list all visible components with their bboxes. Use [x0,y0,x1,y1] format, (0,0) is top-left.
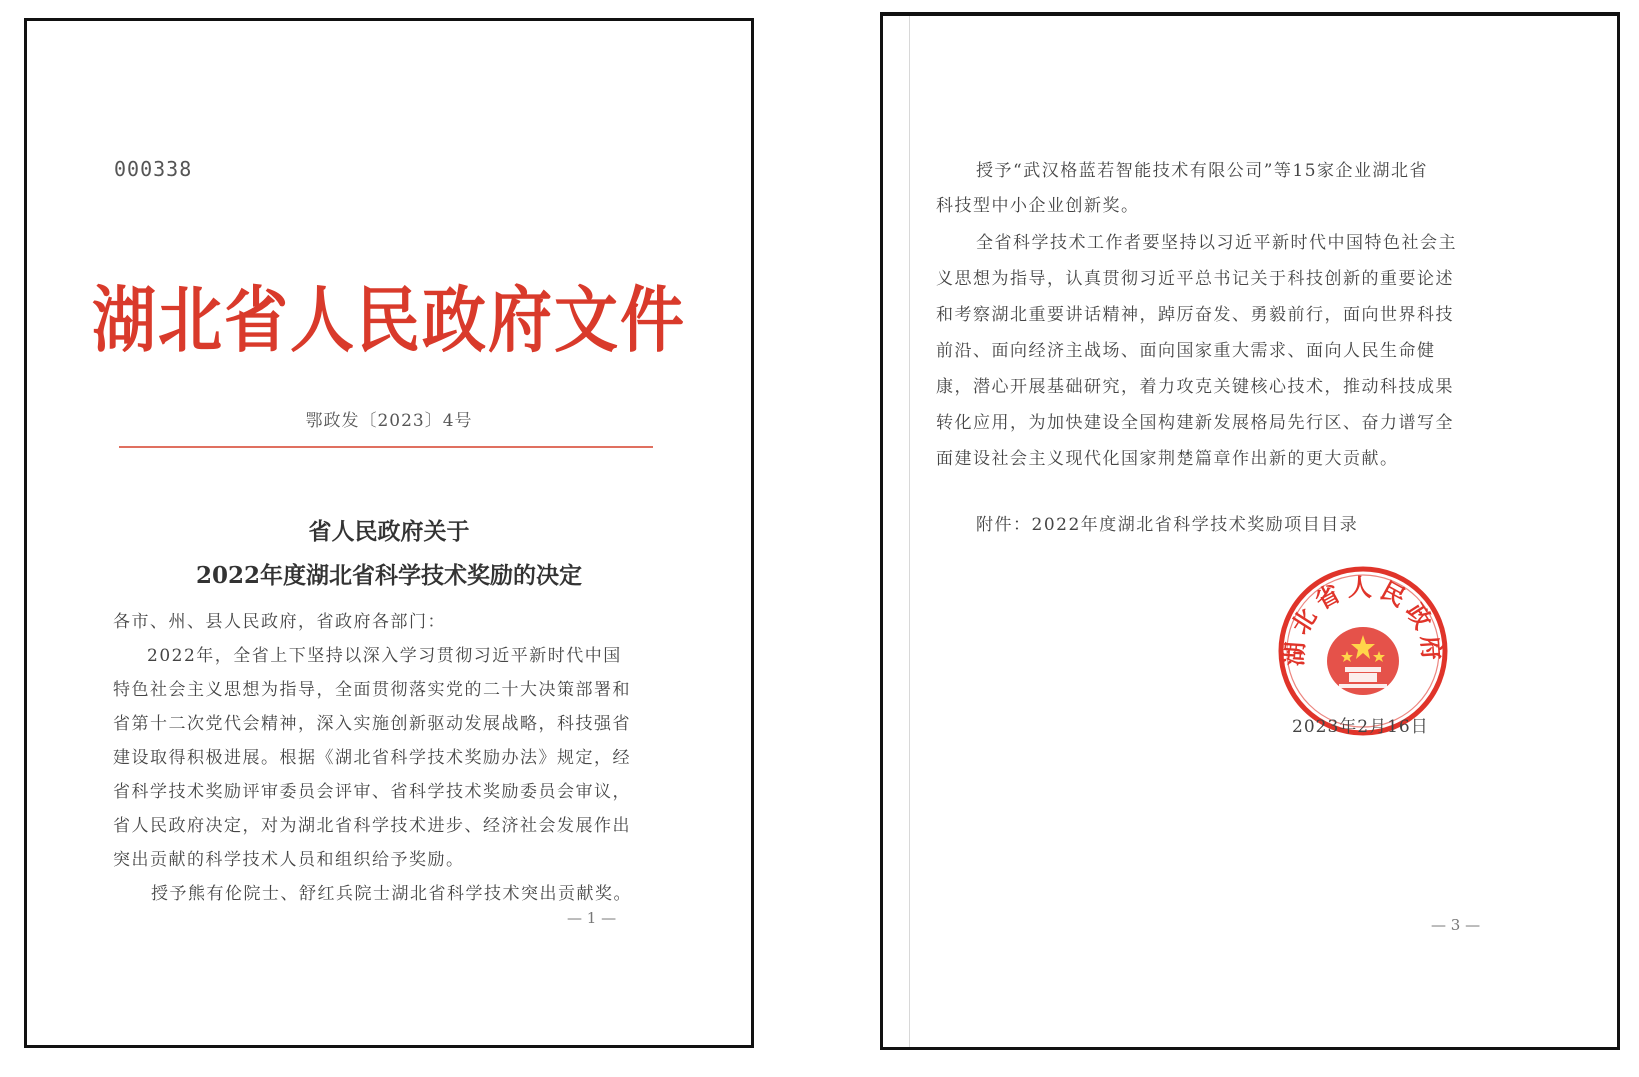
body-line: 科技型中小企业创新奖。 [936,196,1140,216]
body-line: 义思想为指导，认真贯彻习近平总书记关于科技创新的重要论述 [936,269,1454,289]
body-line: 特色社会主义思想为指导，全面贯彻落实党的二十大决策部署和 [113,680,631,700]
document-masthead: 湖北省人民政府文件 [92,279,686,364]
body-line: 康，潜心开展基础研究，着力攻克关键核心技术，推动科技成果 [936,377,1454,397]
body-line: 省科学技术奖励评审委员会评审、省科学技术奖励委员会审议， [113,782,631,802]
page-number: — 3 — [1431,916,1481,934]
document-title-line-1: 省人民政府关于 [308,518,470,545]
body-line: 和考察湖北重要讲话精神，踔厉奋发、勇毅前行，面向世界科技 [936,305,1454,325]
body-line: 转化应用，为加快建设全国构建新发展格局先行区、奋力谱写全 [936,413,1454,433]
body-line: 授予“武汉格蓝若智能技术有限公司”等15家企业湖北省 [976,161,1429,181]
body-line: 授予熊有伦院士、舒红兵院士湖北省科学技术突出贡献奖。 [151,884,632,904]
document-title-line-2: 2022年度湖北省科学技术奖励的决定 [195,562,582,589]
attachment-line: 附件：2022年度湖北省科学技术奖励项目目录 [976,515,1359,535]
body-line: 全省科学技术工作者要坚持以习近平新时代中国特色社会主 [976,233,1457,253]
body-line: 突出贡献的科学技术人员和组织给予奖励。 [113,850,465,870]
body-line: 2022年，全省上下坚持以深入学习贯彻习近平新时代中国 [147,646,622,666]
document-number: 鄂政发〔2023〕4号 [305,411,473,431]
body-line: 面建设社会主义现代化国家荆楚篇章作出新的更大贡献。 [936,449,1399,469]
seal-text: 湖北省人民政府 [1279,572,1447,667]
document-serial-number: 000338 [114,157,193,181]
scan-edge-line [909,16,910,1047]
body-line: 省第十二次党代会精神，深入实施创新驱动发展战略，科技强省 [113,714,631,734]
body-line: 建设取得积极进展。根据《湖北省科学技术奖励办法》规定，经 [113,748,631,768]
page-number: — 1 — [567,909,617,927]
body-line: 省人民政府决定，对为湖北省科学技术进步、经济社会发展作出 [113,816,631,836]
signing-date: 2023年2月16日 [1292,717,1429,737]
document-page-3 [880,12,1620,1050]
document-page-1 [24,18,754,1048]
salutation: 各市、州、县人民政府，省政府各部门： [113,612,446,632]
red-divider-line [119,446,653,448]
body-line: 前沿、面向经济主战场、面向国家重大需求、面向人民生命健 [936,341,1436,361]
